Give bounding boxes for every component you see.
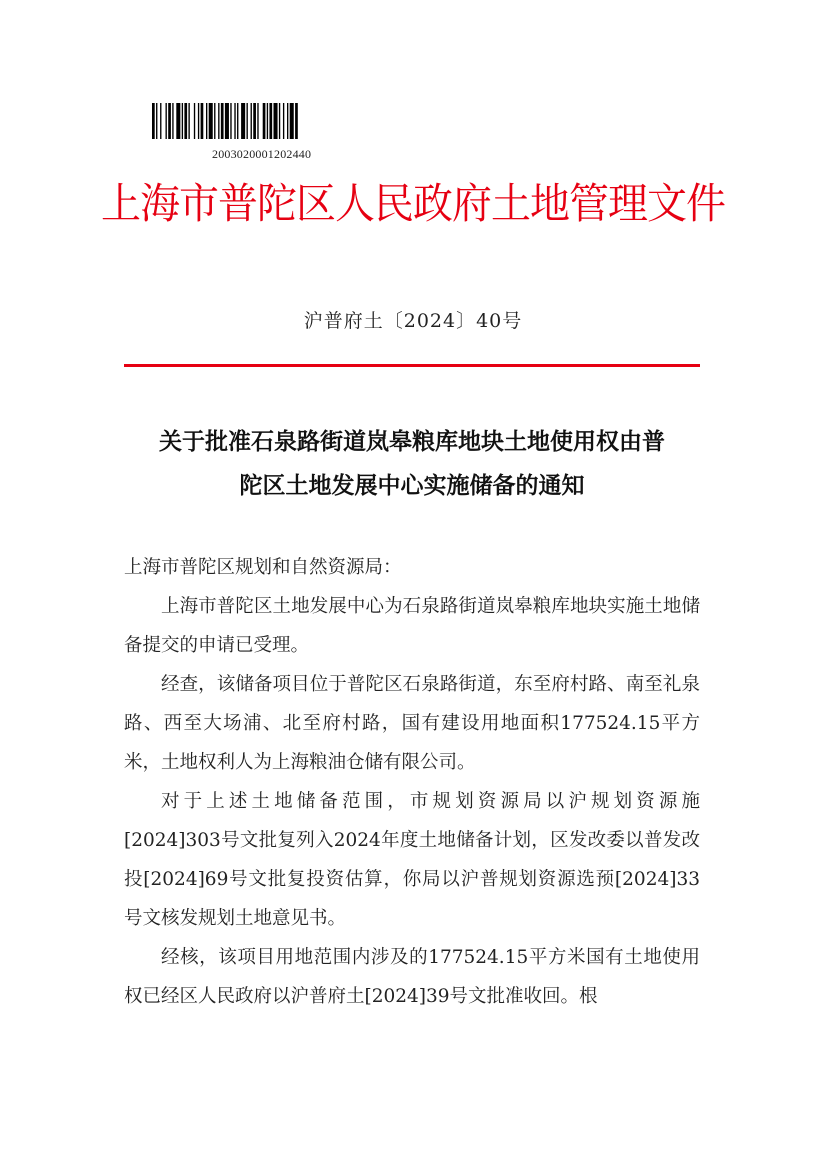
barcode-bar	[267, 103, 268, 139]
issuing-authority-heading: 上海市普陀区人民政府土地管理文件	[101, 180, 725, 229]
barcode-bar	[247, 103, 248, 139]
document-title	[124, 420, 700, 508]
barcode-bar	[206, 103, 207, 139]
barcode-bar	[166, 103, 167, 139]
barcode-bar	[156, 103, 157, 139]
barcode-bar	[241, 103, 245, 139]
barcode-bar	[218, 103, 219, 139]
barcode-bar	[295, 103, 298, 139]
barcode-bar	[230, 103, 231, 139]
barcode-bar	[251, 103, 252, 139]
barcode-bar	[172, 103, 173, 139]
body-paragraph-1: 上海市普陀区土地发展中心为石泉路街道岚皋粮库地块实施土地储备提交的申请已受理。	[124, 596, 700, 656]
body-paragraph-3: 对于上述土地储备范围，市规划资源局以沪规划资源施[2024]303号文批复列入2024年度土地储备计划，区发改委以普发改投[2024]69号文批复投资估算，你局以沪普规划资源选预[2024]33号文核发规划土地意见书。	[124, 791, 700, 929]
body-paragraph-2: 经查，该储备项目位于普陀区石泉路街道，东至府村路、南至礼泉路、西至大场浦、北至府村路，国有建设用地面积177524.15平方米，土地权利人为上海粮油仓储有限公司。	[124, 674, 700, 773]
barcode-bar	[269, 103, 272, 139]
barcode-bar	[274, 103, 278, 139]
barcode-bar	[290, 103, 294, 139]
barcode-number: 2003020001202440	[212, 147, 312, 161]
barcode-bar	[237, 103, 238, 139]
barcode-bar	[221, 103, 224, 139]
document-body	[124, 548, 700, 1016]
title-line-2: 陀区土地发展中心实施储备的通知	[239, 473, 585, 499]
barcode-bar	[279, 103, 280, 139]
salutation: 上海市普陀区规划和自然资源局：	[124, 557, 402, 578]
barcode-bar	[176, 103, 180, 139]
barcode-bar	[184, 103, 187, 139]
barcode-bar	[283, 103, 284, 139]
document-number: 沪普府土〔2024〕40号	[303, 310, 523, 332]
barcode-bar	[160, 103, 161, 139]
barcode-bar	[198, 103, 199, 139]
barcode-bar	[257, 103, 258, 139]
barcode-bar	[287, 103, 288, 139]
barcode-bar	[214, 103, 215, 139]
barcode-bar	[209, 103, 213, 139]
barcode-bar	[152, 103, 155, 139]
barcode-image	[152, 103, 418, 139]
barcode-bar	[225, 103, 229, 139]
red-separator-line	[124, 364, 700, 367]
barcode-bar	[194, 103, 195, 139]
barcode-bar	[182, 103, 183, 139]
barcode-bar	[188, 103, 189, 139]
barcode-bar	[201, 103, 204, 139]
title-line-1: 关于批准石泉路街道岚皋粮库地块土地使用权由普	[159, 429, 665, 455]
barcode-bar	[168, 103, 171, 139]
barcode-bar	[234, 103, 235, 139]
barcode-bar	[253, 103, 256, 139]
barcode-bar	[263, 103, 266, 139]
body-paragraph-4: 经核，该项目用地范围内涉及的177524.15平方米国有土地使用权已经区人民政府以沪普府土[2024]39号文批准收回。根	[124, 947, 700, 1007]
